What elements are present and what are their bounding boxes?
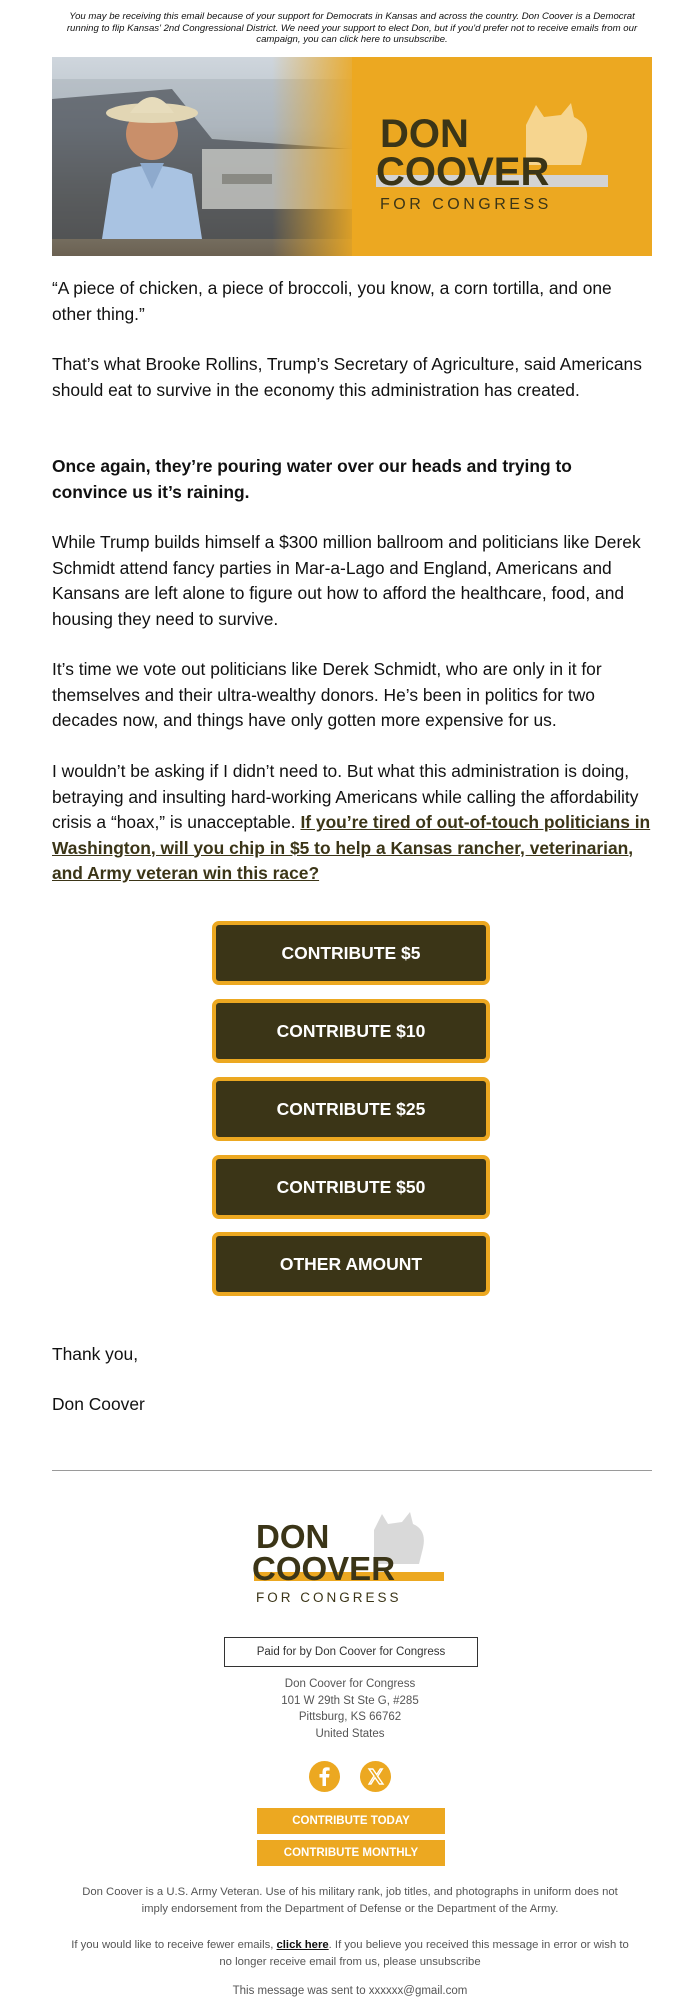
email-preferences-note: If you would like to receive fewer emails, click here. If you believe you received this message in error or wish to no longer receive email from us, please unsubscribe: [71, 1939, 629, 1968]
paragraph-quote: “A piece of chicken, a piece of broccoli, you know, a corn tortilla, and one other thing.”: [52, 278, 612, 324]
paid-for-box: Paid for by Don Coover for Congress: [224, 1637, 478, 1667]
x-twitter-icon[interactable]: [360, 1761, 391, 1792]
paragraph-ask: [52, 759, 652, 887]
address-line: Don Coover for Congress: [284, 1678, 416, 1690]
logo-tagline: FOR CONGRESS: [380, 196, 552, 213]
military-disclaimer: Don Coover is a U.S. Army Veteran. Use of his military rank, job titles, and photographs in uniform does not imply endorsement from the Department of Defense or the Department of the Army.: [82, 1886, 618, 1915]
address-line: 101 W 29th St Ste G, #285: [281, 1694, 419, 1707]
hero-fade: [272, 57, 362, 256]
paragraph-bold: Once again, they’re pouring water over our heads and trying to convince us it’s raining.: [52, 456, 572, 502]
paragraph-rollins: That’s what Brooke Rollins, Trump’s Secretary of Agriculture, said Americans should eat to survive in the economy this administration has created.: [52, 354, 642, 400]
preheader-text: You may be receiving this email because of your support for Democrats in Kansas and across the country. Don Coover is a Democrat running to flip Kansas' 2nd Congressional District. We need your support to elect Don, but if you'd prefer not to receive emails from our campaign, you can click here to unsubscribe.: [66, 11, 638, 45]
svg-text:COOVER: COOVER: [252, 1550, 396, 1587]
contribute-5-button[interactable]: CONTRIBUTE $5: [212, 921, 490, 985]
address-line: Pittsburg, KS 66762: [298, 1711, 402, 1723]
paragraph-ballroom: While Trump builds himself a $300 million ballroom and politicians like Derek Schmidt attend fancy parties in Mar-a-Lago and England, Americans and Kansans are left alone to figure out how to afford the healthcare, food, and housing they need to survive.: [52, 532, 641, 629]
mailing-address: [200, 1676, 500, 1742]
hero-banner[interactable]: [52, 57, 652, 256]
contribute-today-button[interactable]: CONTRIBUTE TODAY: [257, 1808, 445, 1834]
contribute-50-button[interactable]: CONTRIBUTE $50: [212, 1155, 490, 1219]
click-here-link[interactable]: click here: [276, 1939, 329, 1951]
paragraph-schmidt: It’s time we vote out politicians like Derek Schmidt, who are only in it for themselves and their ultra-wealthy donors. He’s been in politics for two decades now, and things have only gotten more expensive for us.: [52, 659, 602, 730]
contribute-10-button[interactable]: CONTRIBUTE $10: [212, 999, 490, 1063]
campaign-logo: [376, 95, 616, 215]
closing-signature: Don Coover: [52, 1394, 145, 1414]
other-amount-button[interactable]: OTHER AMOUNT: [212, 1232, 490, 1296]
chip-in-link[interactable]: If you’re tired of out-of-touch politicians in Washington, will you chip in $5 to help a Kansas rancher, veterinarian, and Army veteran win this race?: [52, 812, 651, 883]
address-line: United States: [315, 1727, 385, 1740]
svg-text:DON: DON: [256, 1518, 330, 1555]
footer-logo: [252, 1508, 452, 1612]
svg-text:FOR CONGRESS: FOR CONGRESS: [256, 1590, 402, 1605]
contribute-monthly-button[interactable]: CONTRIBUTE MONTHLY: [257, 1840, 445, 1866]
closing-thanks: Thank you,: [52, 1344, 139, 1364]
logo-coover: COOVER: [376, 150, 550, 194]
logo-don: DON: [380, 112, 469, 156]
paragraph-ask-text: I wouldn’t be asking if I didn’t need to. But what this administration is doing, betraying and insulting hard-working Americans while calling the affordability crisis a “hoax,” is unacceptable.: [52, 761, 639, 832]
divider: [52, 1470, 652, 1471]
facebook-icon[interactable]: [309, 1761, 340, 1792]
sent-to-note: This message was sent to xxxxxx@gmail.com: [232, 1985, 468, 1997]
contribute-25-button[interactable]: CONTRIBUTE $25: [212, 1077, 490, 1141]
